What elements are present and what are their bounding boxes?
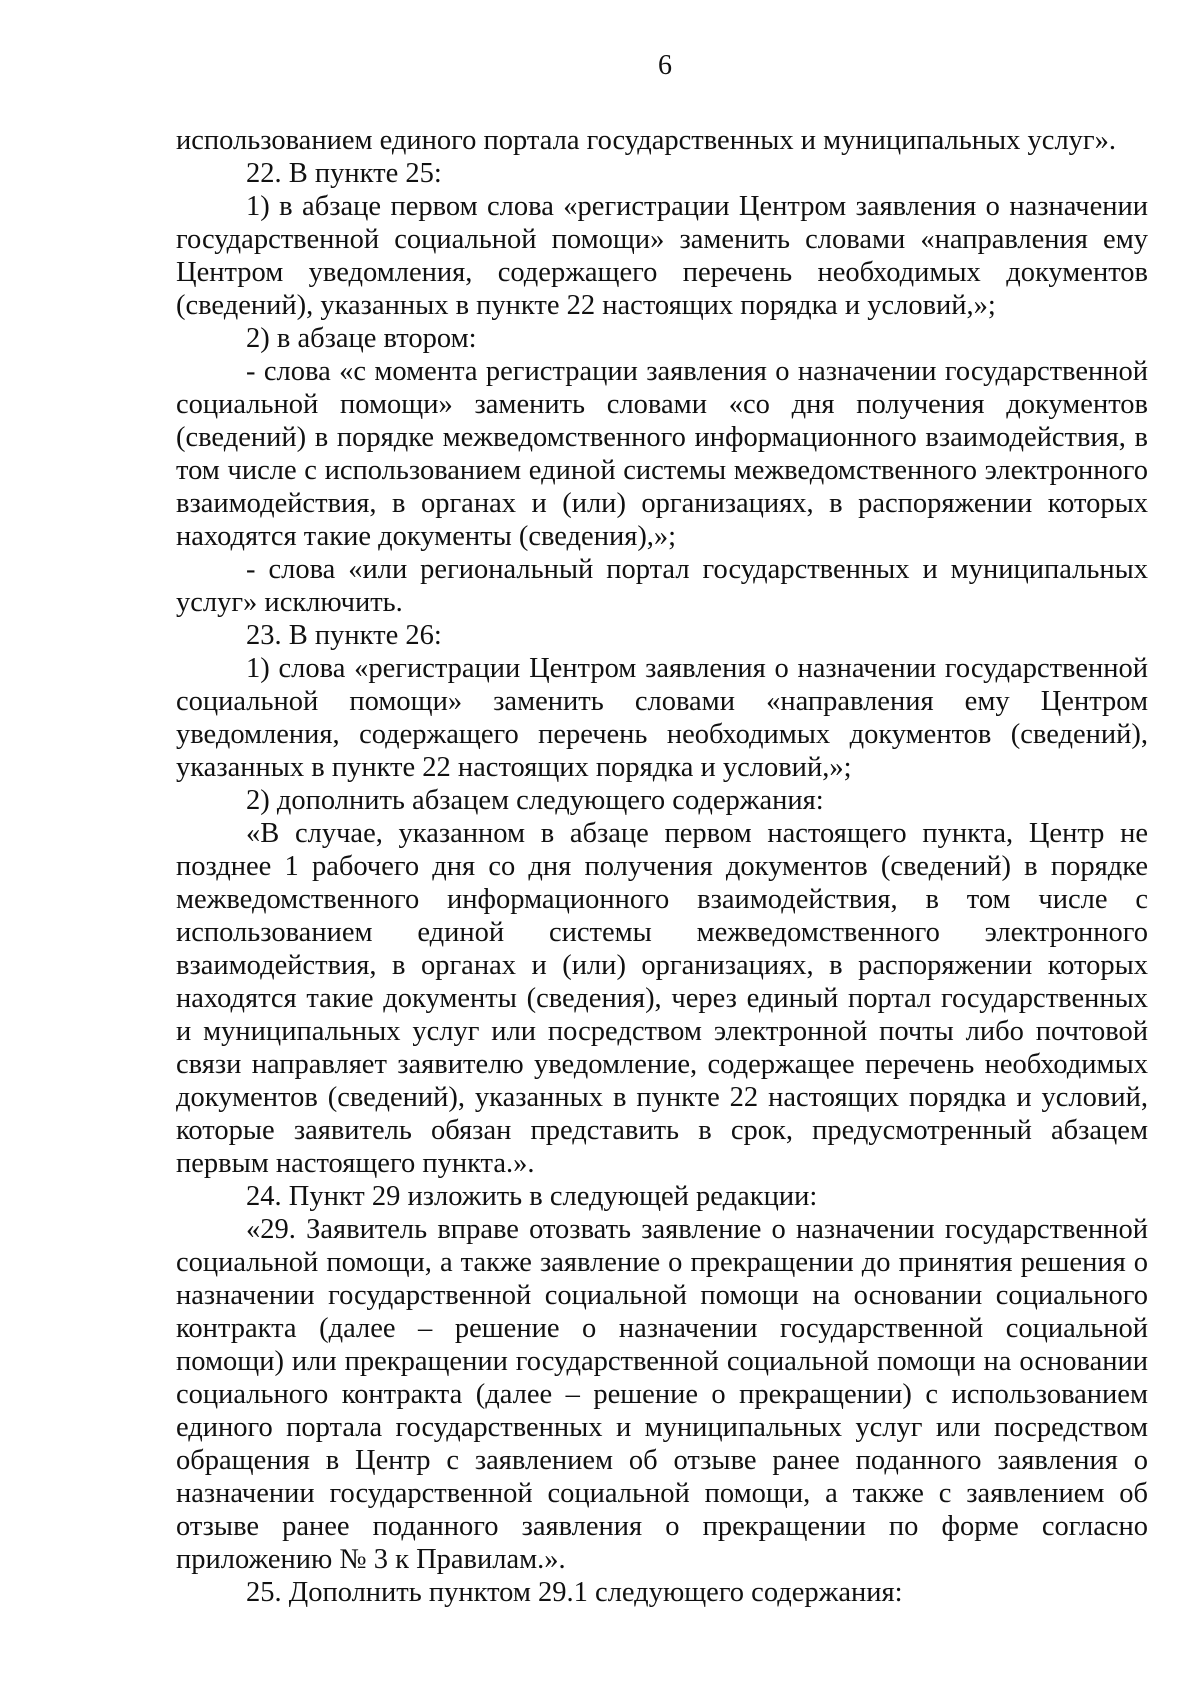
document-body [176,124,1148,1609]
paragraph-item-24: 24. Пункт 29 изложить в следующей редакции: [246,1181,818,1212]
paragraph-22-2-dash-2: - слова «или региональный портал государственных и муниципальных услуг» исключить. [176,554,1148,618]
paragraph-22-1: 1) в абзаце первом слова «регистрации Центром заявления о назначении государственной социальной помощи» заменить словами «направления ему Центром уведомления, содержащего перечень необходимых документов (сведений), указанных в пункте 22 настоящих порядка и условий,»; [176,191,1148,321]
paragraph-22-2-dash-1: - слова «с момента регистрации заявления о назначении государственной социальной помощи» заменить словами «со дня получения документов (сведений) в порядке межведомственного информационного взаимодействия, в том числе с использованием единой системы межведомственного электронного взаимодействия, в органах и (или) организациях, в распоряжении которых находятся такие документы (сведения),»; [176,356,1148,552]
paragraph-item-23: 23. В пункте 26: [246,620,442,651]
paragraph-22-2: 2) в абзаце втором: [246,323,477,354]
paragraph-24-quote: «29. Заявитель вправе отозвать заявление о назначении государственной социальной помощи, а также заявление о прекращении до принятия решения о назначении государственной социальной помощи на основании социального контракта (далее – решение о назначении государственной социальной помощи) или прекращении государственной социальной помощи на основании социального контракта (далее – решение о прекращении) с использованием единого портала государственных и муниципальных услуг или посредством обращения в Центр с заявлением об отзыве ранее поданного заявления о назначении государственной социальной помощи, а также с заявлением об отзыве ранее поданного заявления о прекращении по форме согласно приложению № 3 к Правилам.». [176,1214,1148,1575]
paragraph-23-2-quote: «В случае, указанном в абзаце первом настоящего пункта, Центр не позднее 1 рабочего дня со дня получения документов (сведений) в порядке межведомственного информационного взаимодействия, в том числе с использованием единой системы межведомственного электронного взаимодействия, в органах и (или) организациях, в распоряжении которых находятся такие документы (сведения), через единый портал государственных и муниципальных услуг или посредством электронной почты либо почтовой связи направляет заявителю уведомление, содержащее перечень необходимых документов (сведений), указанных в пункте 22 настоящих порядка и условий, которые заявитель обязан представить в срок, предусмотренный абзацем первым настоящего пункта.». [176,818,1148,1179]
paragraph-item-25: 25. Дополнить пунктом 29.1 следующего содержания: [246,1577,903,1608]
paragraph-23-2: 2) дополнить абзацем следующего содержания: [246,785,824,816]
paragraph-continuation: использованием единого портала государственных и муниципальных услуг». [176,125,1116,156]
page-number: 6 [658,50,672,81]
paragraph-23-1: 1) слова «регистрации Центром заявления о назначении государственной социальной помощи» заменить словами «направления ему Центром уведомления, содержащего перечень необходимых документов (сведений), указанных в пункте 22 настоящих порядка и условий,»; [176,653,1148,783]
paragraph-item-22: 22. В пункте 25: [246,158,442,189]
